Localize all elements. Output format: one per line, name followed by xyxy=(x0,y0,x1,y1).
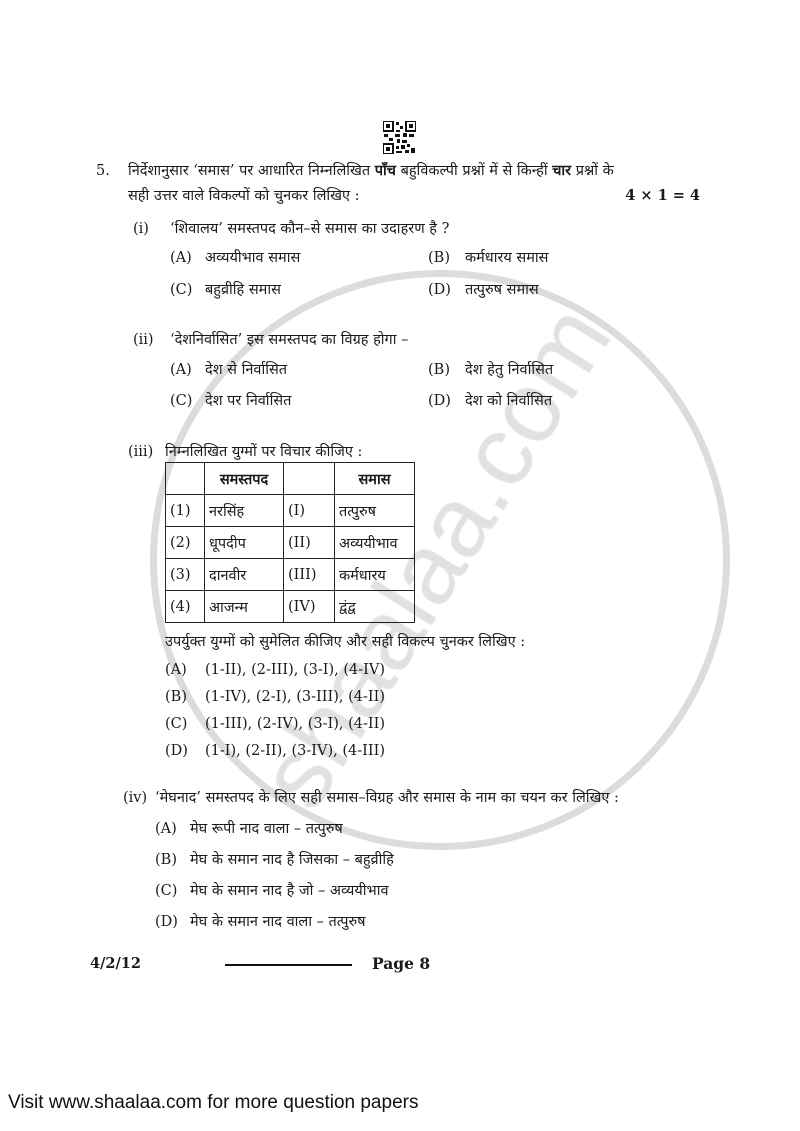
table-cell: (3) xyxy=(166,559,205,591)
table-header-row xyxy=(166,463,415,495)
subq-text: ‘मेघनाद’ समस्तपद के लिए सही समास–विग्रह और समास के नाम का चयन कर लिखिए : xyxy=(155,790,619,806)
qr-code-icon xyxy=(383,121,416,154)
option-text: बहुव्रीहि समास xyxy=(205,282,281,298)
table-cell: कर्मधारय xyxy=(335,559,415,591)
footer-divider xyxy=(225,964,352,966)
option-label: (A) xyxy=(155,821,177,837)
table-header: समस्तपद xyxy=(205,463,284,495)
option-text: तत्पुरुष समास xyxy=(465,282,539,298)
table-header: समास xyxy=(335,463,415,495)
table-row xyxy=(166,527,415,559)
option-label: (B) xyxy=(155,852,177,868)
option-text: देश से निर्वासित xyxy=(205,362,288,378)
subq-number: (iv) xyxy=(123,790,148,806)
table-row xyxy=(166,559,415,591)
subq-number: (i) xyxy=(133,221,149,237)
table-cell: अव्ययीभाव xyxy=(335,527,415,559)
option-label: (B) xyxy=(428,362,450,378)
table-cell: धूपदीप xyxy=(205,527,284,559)
instruction-bold-five: पाँच xyxy=(374,162,396,179)
table-row xyxy=(166,495,415,527)
subq-number: (iii) xyxy=(128,444,154,460)
option-label: (A) xyxy=(170,362,192,378)
table-cell: द्वंद्व xyxy=(335,591,415,623)
subq-text: ‘देशनिर्वासित’ इस समस्तपद का विग्रह होगा – xyxy=(170,332,409,348)
instruction-text: निर्देशानुसार ‘समास’ पर आधारित निम्नलिखित xyxy=(128,163,371,179)
marks: 4 × 1 = 4 xyxy=(625,187,700,204)
option-label: (D) xyxy=(165,743,188,759)
option-label: (A) xyxy=(165,662,187,678)
table-row xyxy=(166,591,415,623)
option-text: मेघ रूपी नाद वाला – तत्पुरुष xyxy=(190,821,343,837)
option-text: मेघ के समान नाद वाला – तत्पुरुष xyxy=(190,914,366,930)
option-text: अव्ययीभाव समास xyxy=(205,250,301,266)
table-cell: दानवीर xyxy=(205,559,284,591)
table-cell: नरसिंह xyxy=(205,495,284,527)
subq-number: (ii) xyxy=(133,332,154,348)
question-number: 5. xyxy=(96,163,110,179)
table-cell: (III) xyxy=(284,559,335,591)
table-cell: तत्पुरुष xyxy=(335,495,415,527)
option-label: (A) xyxy=(170,250,192,266)
subq-text: निम्नलिखित युग्मों पर विचार कीजिए : xyxy=(165,444,363,460)
option-label: (B) xyxy=(165,689,187,705)
visit-banner: Visit www.shaalaa.com for more question papers xyxy=(8,1092,419,1113)
table-cell: आजन्म xyxy=(205,591,284,623)
option-label: (C) xyxy=(155,883,178,899)
table-cell: (II) xyxy=(284,527,335,559)
paper-code: 4/2/12 xyxy=(90,955,141,972)
option-text: (1-III), (2-IV), (3-I), (4-II) xyxy=(205,716,385,732)
match-table xyxy=(165,462,415,623)
option-label: (C) xyxy=(165,716,188,732)
option-label: (C) xyxy=(170,393,193,409)
option-text: (1-II), (2-III), (3-I), (4-IV) xyxy=(205,662,385,678)
instruction-bold-four: चार xyxy=(552,162,572,179)
question-instruction-line2: सही उत्तर वाले विकल्पों को चुनकर लिखिए : xyxy=(128,188,360,204)
table-cell: (IV) xyxy=(284,591,335,623)
match-instruction: उपर्युक्त युग्मों को सुमेलित कीजिए और सही विकल्प चुनकर लिखिए : xyxy=(165,634,526,650)
table-cell: (4) xyxy=(166,591,205,623)
option-text: देश पर निर्वासित xyxy=(205,393,292,409)
option-label: (C) xyxy=(170,282,193,298)
instruction-text: बहुविकल्पी प्रश्नों में से किन्हीं xyxy=(400,163,548,179)
table-cell: (I) xyxy=(284,495,335,527)
option-text: मेघ के समान नाद है जिसका – बहुव्रीहि xyxy=(190,852,394,868)
option-text: (1-IV), (2-I), (3-III), (4-II) xyxy=(205,689,385,705)
page-number: Page 8 xyxy=(372,954,431,973)
option-label: (D) xyxy=(428,282,451,298)
option-label: (D) xyxy=(155,914,178,930)
option-text: मेघ के समान नाद है जो – अव्ययीभाव xyxy=(190,883,389,899)
table-cell: (1) xyxy=(166,495,205,527)
table-header xyxy=(284,463,335,495)
option-text: देश को निर्वासित xyxy=(465,393,553,409)
option-text: कर्मधारय समास xyxy=(465,250,549,266)
table-cell: (2) xyxy=(166,527,205,559)
option-label: (B) xyxy=(428,250,450,266)
subq-text: ‘शिवालय’ समस्तपद कौन–से समास का उदाहरण है ? xyxy=(170,221,450,237)
table-header xyxy=(166,463,205,495)
option-label: (D) xyxy=(428,393,451,409)
option-text: (1-I), (2-II), (3-IV), (4-III) xyxy=(205,743,385,759)
option-text: देश हेतु निर्वासित xyxy=(465,362,554,378)
question-instruction-line1 xyxy=(128,162,614,180)
instruction-text: प्रश्नों के xyxy=(575,163,614,179)
